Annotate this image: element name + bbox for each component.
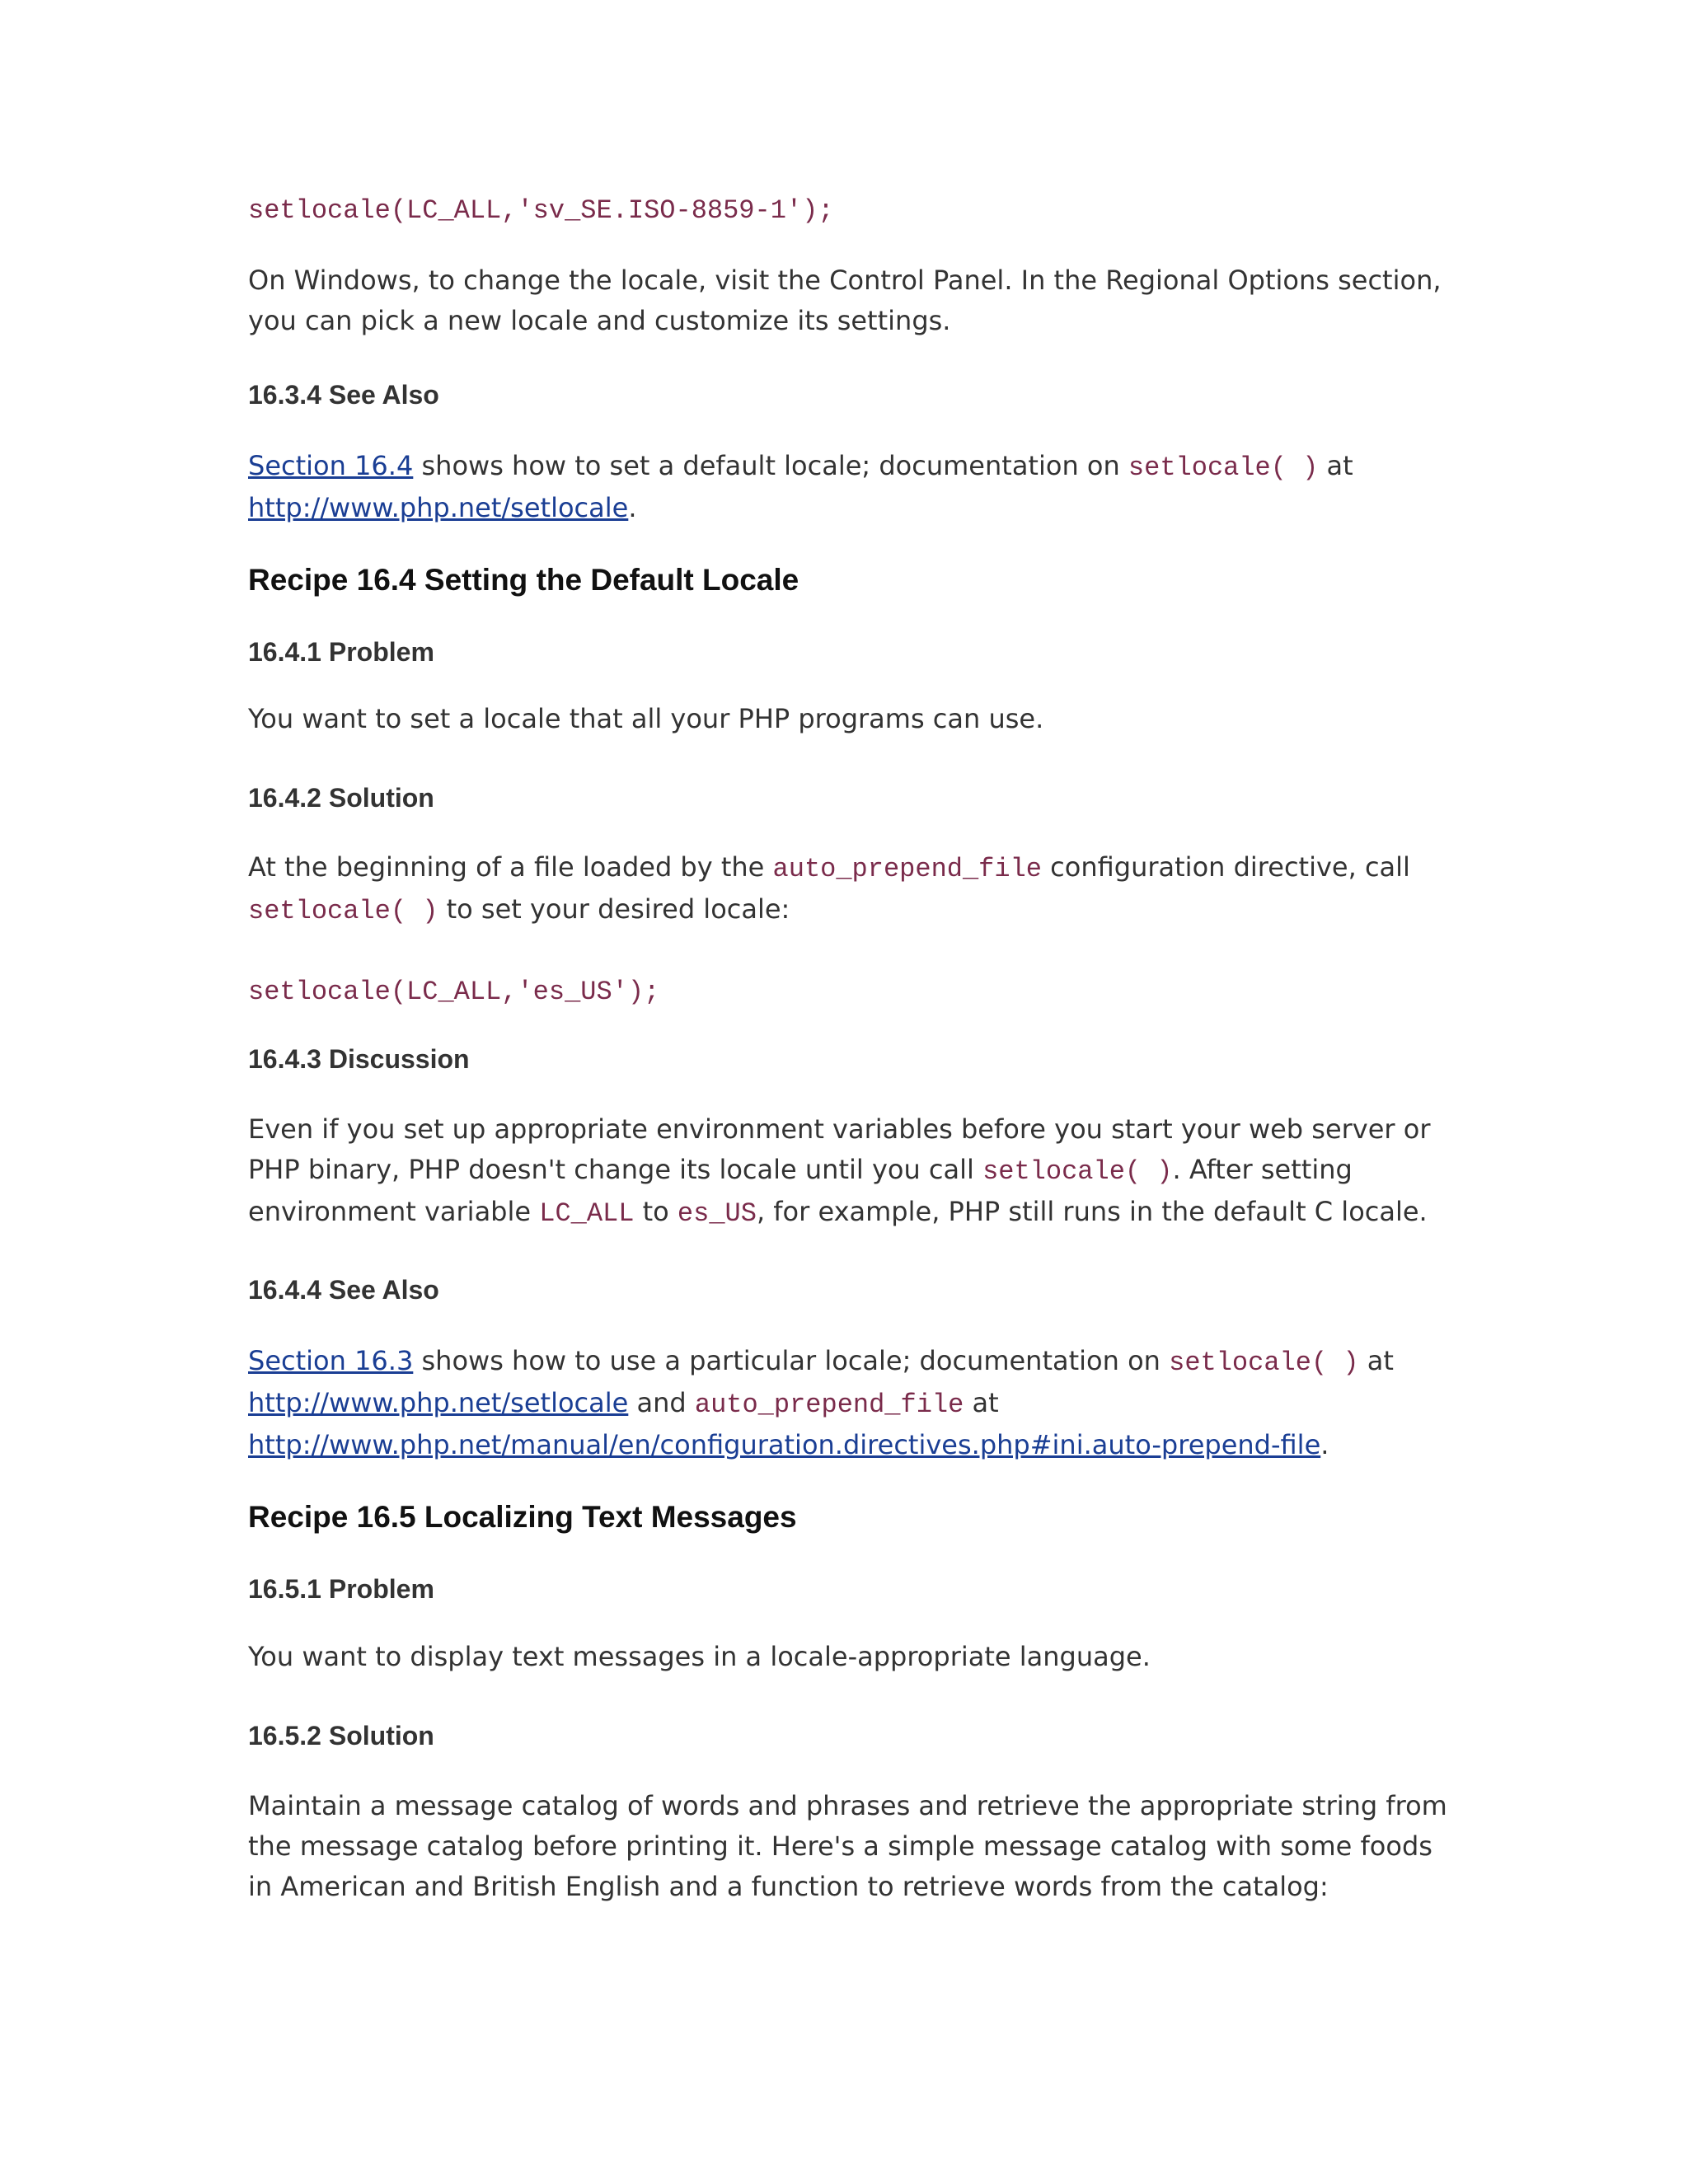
code-inline: auto_prepend_file (694, 1390, 964, 1420)
windows-paragraph: On Windows, to change the locale, visit the Control Panel. In the Regional Options section, you can pick a new locale and customize its settings. (248, 265, 1442, 336)
code-inline: setlocale( ) (1128, 452, 1319, 483)
see-also-16-3-4-paragraph (248, 446, 1451, 528)
text: at (1318, 450, 1353, 481)
see-also-16-4-4-paragraph (248, 1341, 1451, 1465)
heading-16-4-2: 16.4.2 Solution (248, 783, 434, 813)
code-setlocale-sv: setlocale(LC_ALL,'sv_SE.ISO-8859-1'); (248, 195, 834, 226)
discussion-16-4-3-paragraph (248, 1109, 1451, 1234)
code-inline: setlocale( ) (248, 896, 438, 926)
link-section-16-3[interactable]: Section 16.3 (248, 1345, 414, 1376)
heading-16-4-4: 16.4.4 See Also (248, 1275, 439, 1305)
recipe-16-5-title: Recipe 16.5 Localizing Text Messages (248, 1500, 797, 1534)
code-setlocale-es: setlocale(LC_ALL,'es_US'); (248, 977, 660, 1007)
text: At the beginning of a file loaded by the (248, 851, 773, 883)
solution-16-4-2-paragraph (248, 847, 1451, 931)
heading-16-5-2: 16.5.2 Solution (248, 1721, 434, 1750)
link-php-auto-prepend-file[interactable]: http://www.php.net/manual/en/configuration.directives.php#ini.auto-prepend-file (248, 1429, 1321, 1460)
code-inline: es_US (677, 1198, 757, 1229)
link-section-16-4[interactable]: Section 16.4 (248, 450, 414, 481)
code-inline: LC_ALL (539, 1198, 635, 1229)
code-inline: setlocale( ) (1169, 1347, 1359, 1378)
heading-16-3-4: 16.3.4 See Also (248, 380, 439, 410)
text: . (1320, 1429, 1329, 1460)
heading-16-5-1: 16.5.1 Problem (248, 1574, 434, 1604)
solution-16-5-2-paragraph: Maintain a message catalog of words and phrases and retrieve the appropriate string from the message catalog before printing it. Here's a simple message catalog with some foods in American and British English and a function to retrieve words from the catalog: (248, 1790, 1447, 1902)
text: at (1358, 1345, 1394, 1376)
text: at (964, 1387, 999, 1418)
text: Even if you set up appropriate environment variables before you start your web server or PHP binary, PHP doesn't change its locale until you call (248, 1113, 1431, 1185)
recipe-16-4-title: Recipe 16.4 Setting the Default Locale (248, 563, 799, 597)
code-inline: auto_prepend_file (772, 854, 1042, 884)
text: shows how to set a default locale; documentation on (413, 450, 1128, 481)
link-php-setlocale[interactable]: http://www.php.net/setlocale (248, 1387, 629, 1418)
text: , for example, PHP still runs in the default C locale. (756, 1196, 1428, 1227)
code-inline: setlocale( ) (982, 1156, 1173, 1187)
text: shows how to use a particular locale; documentation on (413, 1345, 1170, 1376)
link-php-setlocale[interactable]: http://www.php.net/setlocale (248, 492, 629, 523)
text: and (628, 1387, 695, 1418)
text: configuration directive, call (1041, 851, 1410, 883)
text: to (634, 1196, 678, 1227)
text: to set your desired locale: (438, 893, 790, 925)
text: . (628, 492, 637, 523)
problem-16-5-1-text: You want to display text messages in a locale-appropriate language. (248, 1641, 1151, 1672)
problem-16-4-1-text: You want to set a locale that all your PHP programs can use. (248, 703, 1044, 734)
text: . After setting environment variable (248, 1154, 1353, 1227)
heading-16-4-1: 16.4.1 Problem (248, 637, 434, 667)
heading-16-4-3: 16.4.3 Discussion (248, 1044, 470, 1074)
